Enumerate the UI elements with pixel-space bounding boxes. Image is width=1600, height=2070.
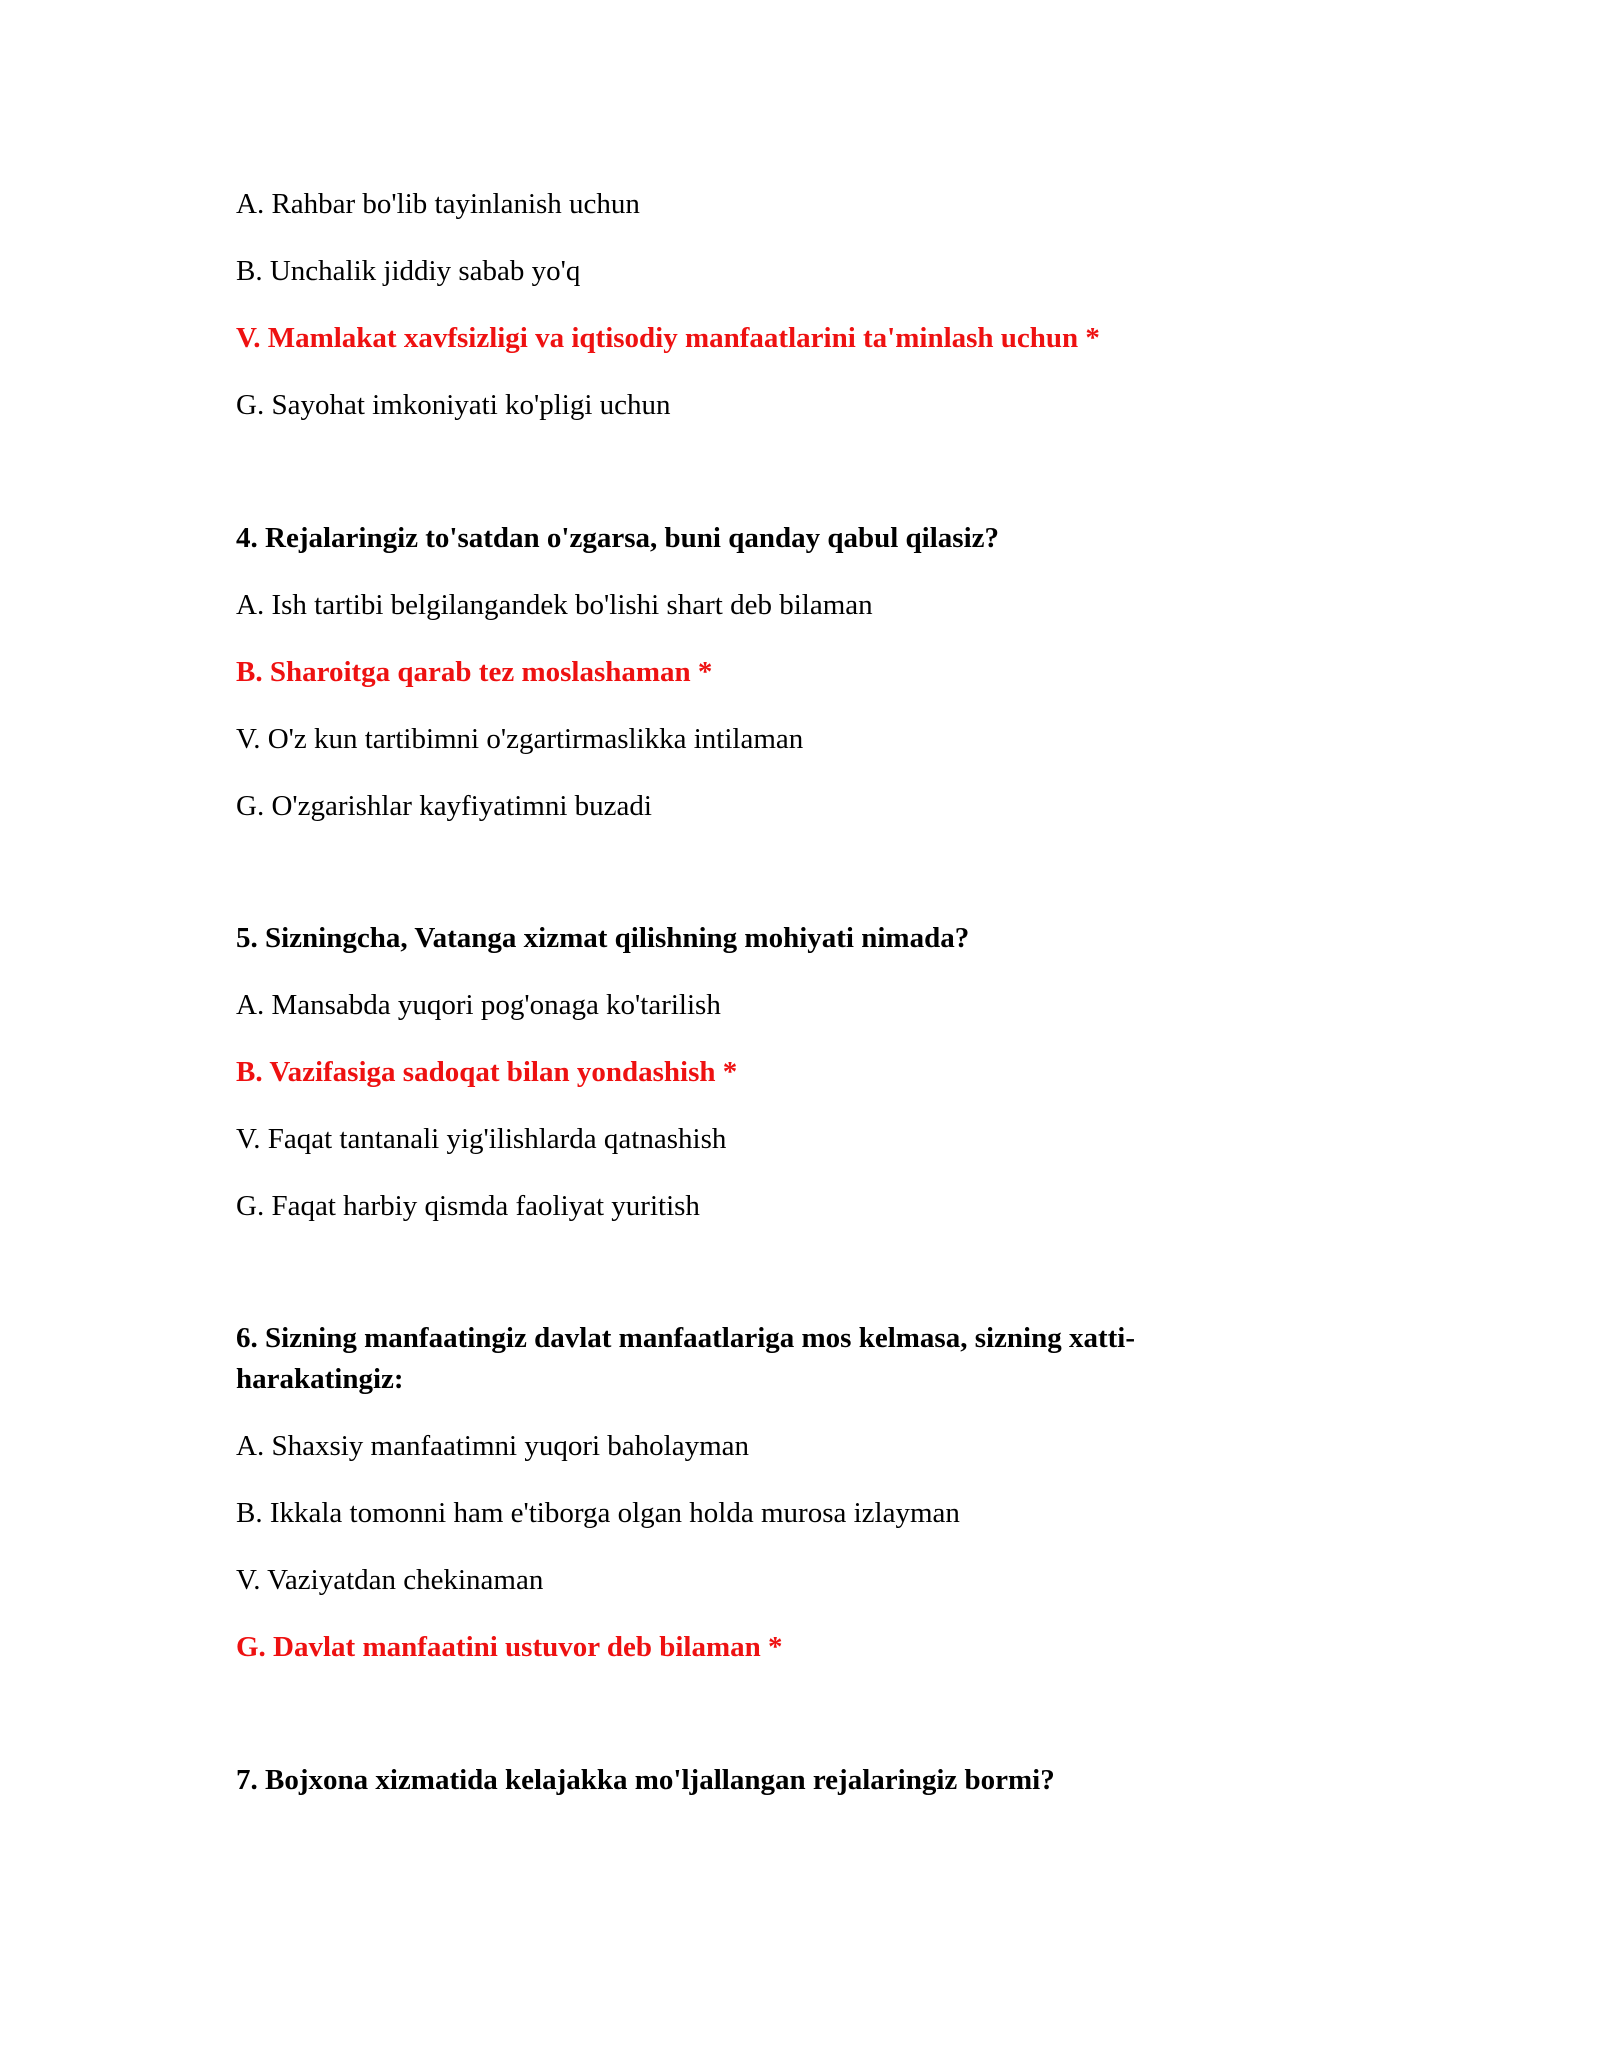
q6-question-line2: harakatingiz:	[236, 1363, 404, 1395]
q5-option-v: V. Faqat tantanali yig'ilishlarda qatnashish	[236, 1123, 727, 1155]
q6-option-v: V. Vaziyatdan chekinaman	[236, 1564, 544, 1596]
q5-question: 5. Sizningcha, Vatanga xizmat qilishning mohiyati nimada?	[236, 922, 970, 954]
q3-option-b: B. Unchalik jiddiy sabab yo'q	[236, 255, 581, 287]
q5-option-b-correct: B. Vazifasiga sadoqat bilan yondashish *	[236, 1056, 738, 1088]
q4-option-b-correct: B. Sharoitga qarab tez moslashaman *	[236, 656, 713, 688]
q4-option-a: A. Ish tartibi belgilangandek bo'lishi shart deb bilaman	[236, 589, 873, 621]
q4-question: 4. Rejalaringiz to'satdan o'zgarsa, buni qanday qabul qilasiz?	[236, 522, 999, 554]
q6-option-a: A. Shaxsiy manfaatimni yuqori baholayman	[236, 1430, 750, 1462]
q3-option-a: A. Rahbar bo'lib tayinlanish uchun	[236, 188, 640, 220]
q4-option-v: V. O'z kun tartibimni o'zgartirmaslikka intilaman	[236, 723, 804, 755]
q5-option-g: G. Faqat harbiy qismda faoliyat yuritish	[236, 1190, 700, 1222]
q6-question-line1: 6. Sizning manfaatingiz davlat manfaatlariga mos kelmasa, sizning xatti-	[236, 1322, 1136, 1354]
q6-option-g-correct: G. Davlat manfaatini ustuvor deb bilaman *	[236, 1631, 783, 1663]
q5-option-a: A. Mansabda yuqori pog'onaga ko'tarilish	[236, 989, 721, 1021]
q4-option-g: G. O'zgarishlar kayfiyatimni buzadi	[236, 790, 652, 822]
q3-option-g: G. Sayohat imkoniyati ko'pligi uchun	[236, 389, 671, 421]
q7-question: 7. Bojxona xizmatida kelajakka mo'ljallangan rejalaringiz bormi?	[236, 1764, 1055, 1796]
q3-option-v-correct: V. Mamlakat xavfsizligi va iqtisodiy manfaatlarini ta'minlash uchun *	[236, 322, 1100, 354]
q6-option-b: B. Ikkala tomonni ham e'tiborga olgan holda murosa izlayman	[236, 1497, 960, 1529]
